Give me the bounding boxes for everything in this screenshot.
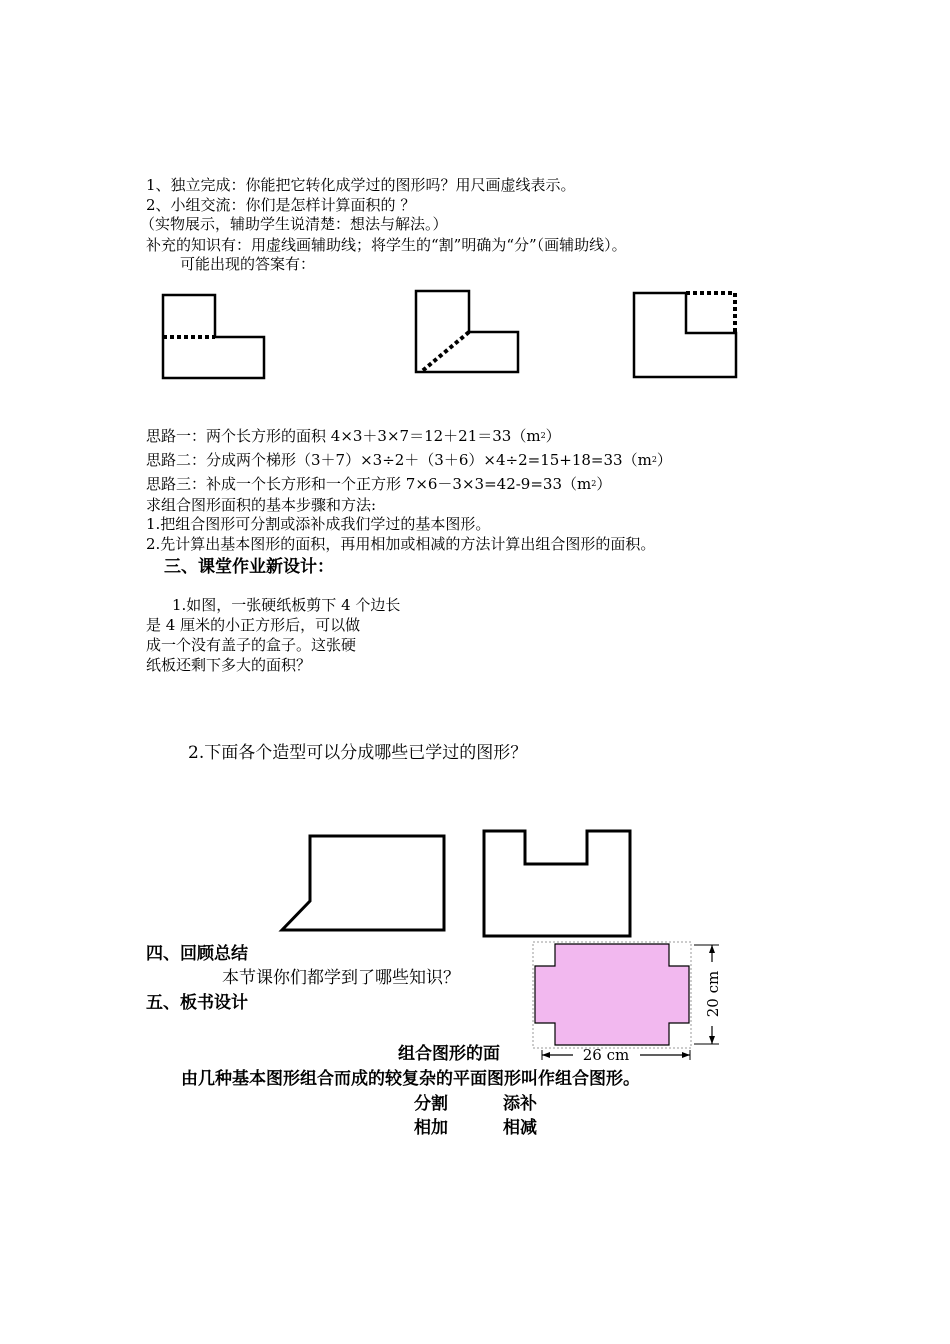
board-subtract: 相减: [503, 1118, 537, 1138]
idea-line-2: 思路二：分成两个梯形$(3+7)\times 3\div 2+(3+6)\times 4\div 2=15+18=33(m^2)$: [146, 451, 672, 469]
section-5-title: 五、板书设计: [146, 993, 248, 1013]
question-1-line-1: 1.如图，一张硬纸板剪下 4 个边长: [172, 596, 401, 614]
idea-line-1: 思路一：两个长方形的面积 $4\times 3+3\times 7=12+21=33(m^2)$: [146, 427, 561, 445]
instruction-line-1: 1、独立完成：你能把它转化成学过的图形吗？用尺画虚线表示。: [146, 176, 576, 194]
cardboard-figure: [528, 938, 724, 1062]
steps-title: 求组合图形面积的基本步骤和方法:: [146, 496, 377, 514]
step-1: 1.把组合图形可分割或添补成我们学过的基本图形。: [146, 515, 491, 533]
question-1-line-4: 纸板还剩下多大的面积？: [146, 656, 312, 674]
idea-line-3: 思路三：补成一个长方形和一个正方形 $7\times 6-3\times 3=42-9=33(m^2)$: [146, 475, 612, 493]
notched-composite-shape: [481, 828, 636, 940]
board-split: 分割: [414, 1094, 448, 1114]
section-4-title: 四、回顾总结: [146, 944, 248, 964]
instruction-line-5: 可能出现的答案有：: [180, 255, 316, 273]
instruction-line-4: 补充的知识有：用虚线画辅助线；将学生的“割”明确为“分”（画辅助线）。: [146, 236, 627, 254]
board-title: 组合图形的面: [398, 1044, 500, 1064]
question-1-line-3: 成一个没有盖子的盒子。这张硬: [146, 636, 357, 654]
l-shape-figure-2: [413, 288, 523, 378]
l-shape-figure-3: [631, 290, 741, 382]
question-2: 2.下面各个造型可以分成哪些已学过的图形？: [188, 743, 528, 763]
board-fill: 添补: [503, 1094, 537, 1114]
l-shape-figure-1: [160, 292, 270, 382]
instruction-line-3: （实物展示，辅助学生说清楚：想法与解法。）: [140, 215, 448, 233]
step-2: 2.先计算出基本图形的面积，再用相加或相减的方法计算出组合图形的面积。: [146, 535, 656, 553]
section-3-title: 三、课堂作业新设计：: [164, 557, 334, 577]
width-label: 26 cm: [582, 1046, 630, 1064]
instruction-line-2: 2、小组交流：你们是怎样计算面积的 ？: [146, 196, 416, 214]
board-add: 相加: [414, 1118, 448, 1138]
question-1-line-2: 是 4 厘米的小正方形后，可以做: [146, 616, 361, 634]
board-definition: 由几种基本图形组合而成的较复杂的平面图形叫作组合图形。: [181, 1069, 640, 1089]
review-question: 本节课你们都学到了哪些知识？: [222, 968, 460, 988]
trapezoid-composite-shape: [279, 833, 449, 935]
height-label: 20 cm: [704, 970, 722, 1018]
